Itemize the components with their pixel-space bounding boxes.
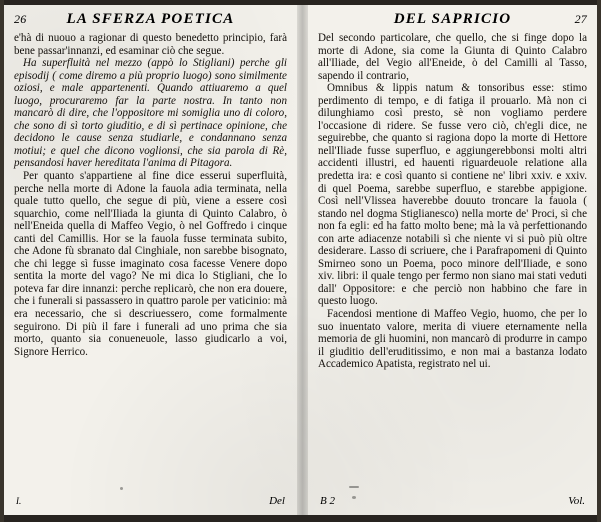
paper-speck — [349, 486, 359, 488]
paragraph: Omnibus & lippis natum & tonsoribus esse: stimo perdimento di tempo, e di fatiga il prouarlo. Mà non ci dilunghiamo così presto, sè non vogliamo perdere l'occasione di ridere. Se fusse vero ciò, ch'egli dice, ne seguirebbe, che quanto si ragiona dopo la morte di Hettore nell'Iliade fusse superfluo, e aggiungerebbonsi molti altri accidenti illustri, ed hauenti riguardeuole relatione alla predetta ira: e così quanto si contiene ne' libri xxiv. e xxiv. di quel Poema, sarebbe superfluo, e starebbe appigione. Così nell'Vlissea haverebbe douuto troncare la fauola ( stando nel dogma Stiglianesco) nella morte de' Proci, sì che non fa egli: ed ha fatto molto bene; mà la và perfettionando con arte adiacenze notabili sì che niente vi si può più oltre desiderare. Lasso di scriuere, che i Parafrapomeni di Quinto Smirneo sono un Poema, poco minore dell'Iliade, e sono xiv. libri: il quale tengo per fermo non siano mai stati veduti dall' Oppositore: e che perciò non habbino che fare in questo luogo. — [318, 82, 587, 308]
signature-mark-verso: I. — [16, 496, 22, 506]
running-head-recto — [318, 11, 587, 29]
paragraph: e'hà di nuouo a ragionar di questo benedetto principio, farà bene passar'innanzi, ed esaminar ciò che segue. — [14, 32, 287, 57]
folio-number-recto: 27 — [574, 12, 587, 26]
catchword-verso: Del — [269, 495, 285, 507]
paper-speck — [352, 496, 356, 499]
catchword-recto: Vol. — [568, 495, 585, 507]
page-recto — [308, 5, 597, 517]
page-footer-verso — [4, 495, 297, 507]
folio-number-verso: 26 — [14, 12, 27, 26]
running-title-verso: LA SFERZA POETICA — [66, 11, 235, 27]
paragraph: Facendosi mentione di Maffeo Vegio, huomo, che per lo suo inuentato valore, merita di viuere eternamente nella memoria de gli huomini, non mancarò di produrre in campo il giuditio dell'eruditissimo, e non mai a bastanza lodato Accademico Apatista, registrato nel ui. — [318, 308, 587, 371]
scan-edge-right — [597, 0, 601, 522]
running-title-recto: DEL SAPRICIO — [393, 11, 512, 27]
signature-mark-recto: B 2 — [320, 495, 335, 507]
page-verso — [4, 5, 297, 517]
paper-speck — [120, 487, 123, 490]
paragraph: Per quanto s'appartiene al fine dice esserui superfluità, perche nella morte di Adone la fauola adia terminata, nella quale tutto quello, che segue di più, viene a essere così squarchio, come nell'Iliada la giunta di Quinto Calabro, ò nell'Eneida quella di Maffeo Vegio, ò nel Goffredo i cinque canti del Camillis. Hor se la fauola fusse terminata subito, che Adone fù sbranato dal Cinghiale, non sarebbe bisognato, che chi legge sì fusse imaginato cosa facesse Venere dopo sentita la morte del vago? Ne mi dica lo Stigliani, che lo poteva far dire innanzi: perche replicarò, che non era douere, che i funerali si passassero in quattro parole per vaticinio: mà era necessario, che si descriuessero, come formalmente seguirono. Di più il fare i funerali ad uno prima che sia morto, quanto sia conueneuole, lasso giudicarlo a voi, Signore Herrico. — [14, 170, 287, 358]
paragraph: Del secondo particolare, che quello, che si finge dopo la morte di Adone, sia come la Giunta di Quinto Calabro all'Iliade, del Vegio all'Eneide, ò del Camilli al Tasso, sapendo il contrario, — [318, 32, 587, 82]
book-gutter — [297, 5, 308, 515]
body-text-recto — [318, 32, 587, 371]
body-text-verso — [14, 32, 287, 358]
running-head-verso — [14, 11, 287, 29]
paragraph: Ha superfluità nel mezzo (appò lo Stigliani) perche gli episodij ( come diremo a più proprio luogo) sono similmente oziosi, e male appartenenti. Quando attiuaremo a quel luogo, procuraremo far la parte nostra. In tanto non mancarò di dire, che l'oppositore mi somiglia uno di coloro, che sono di sì torto giuditio, e di sì pertinace opinione, che decidono le cause senza studiarle, e condannano senza motiui; e quel che dicono voglionsi, che sia parola di Rè, pensandosi haver hereditata l'anima di Pitagora. — [14, 57, 287, 170]
